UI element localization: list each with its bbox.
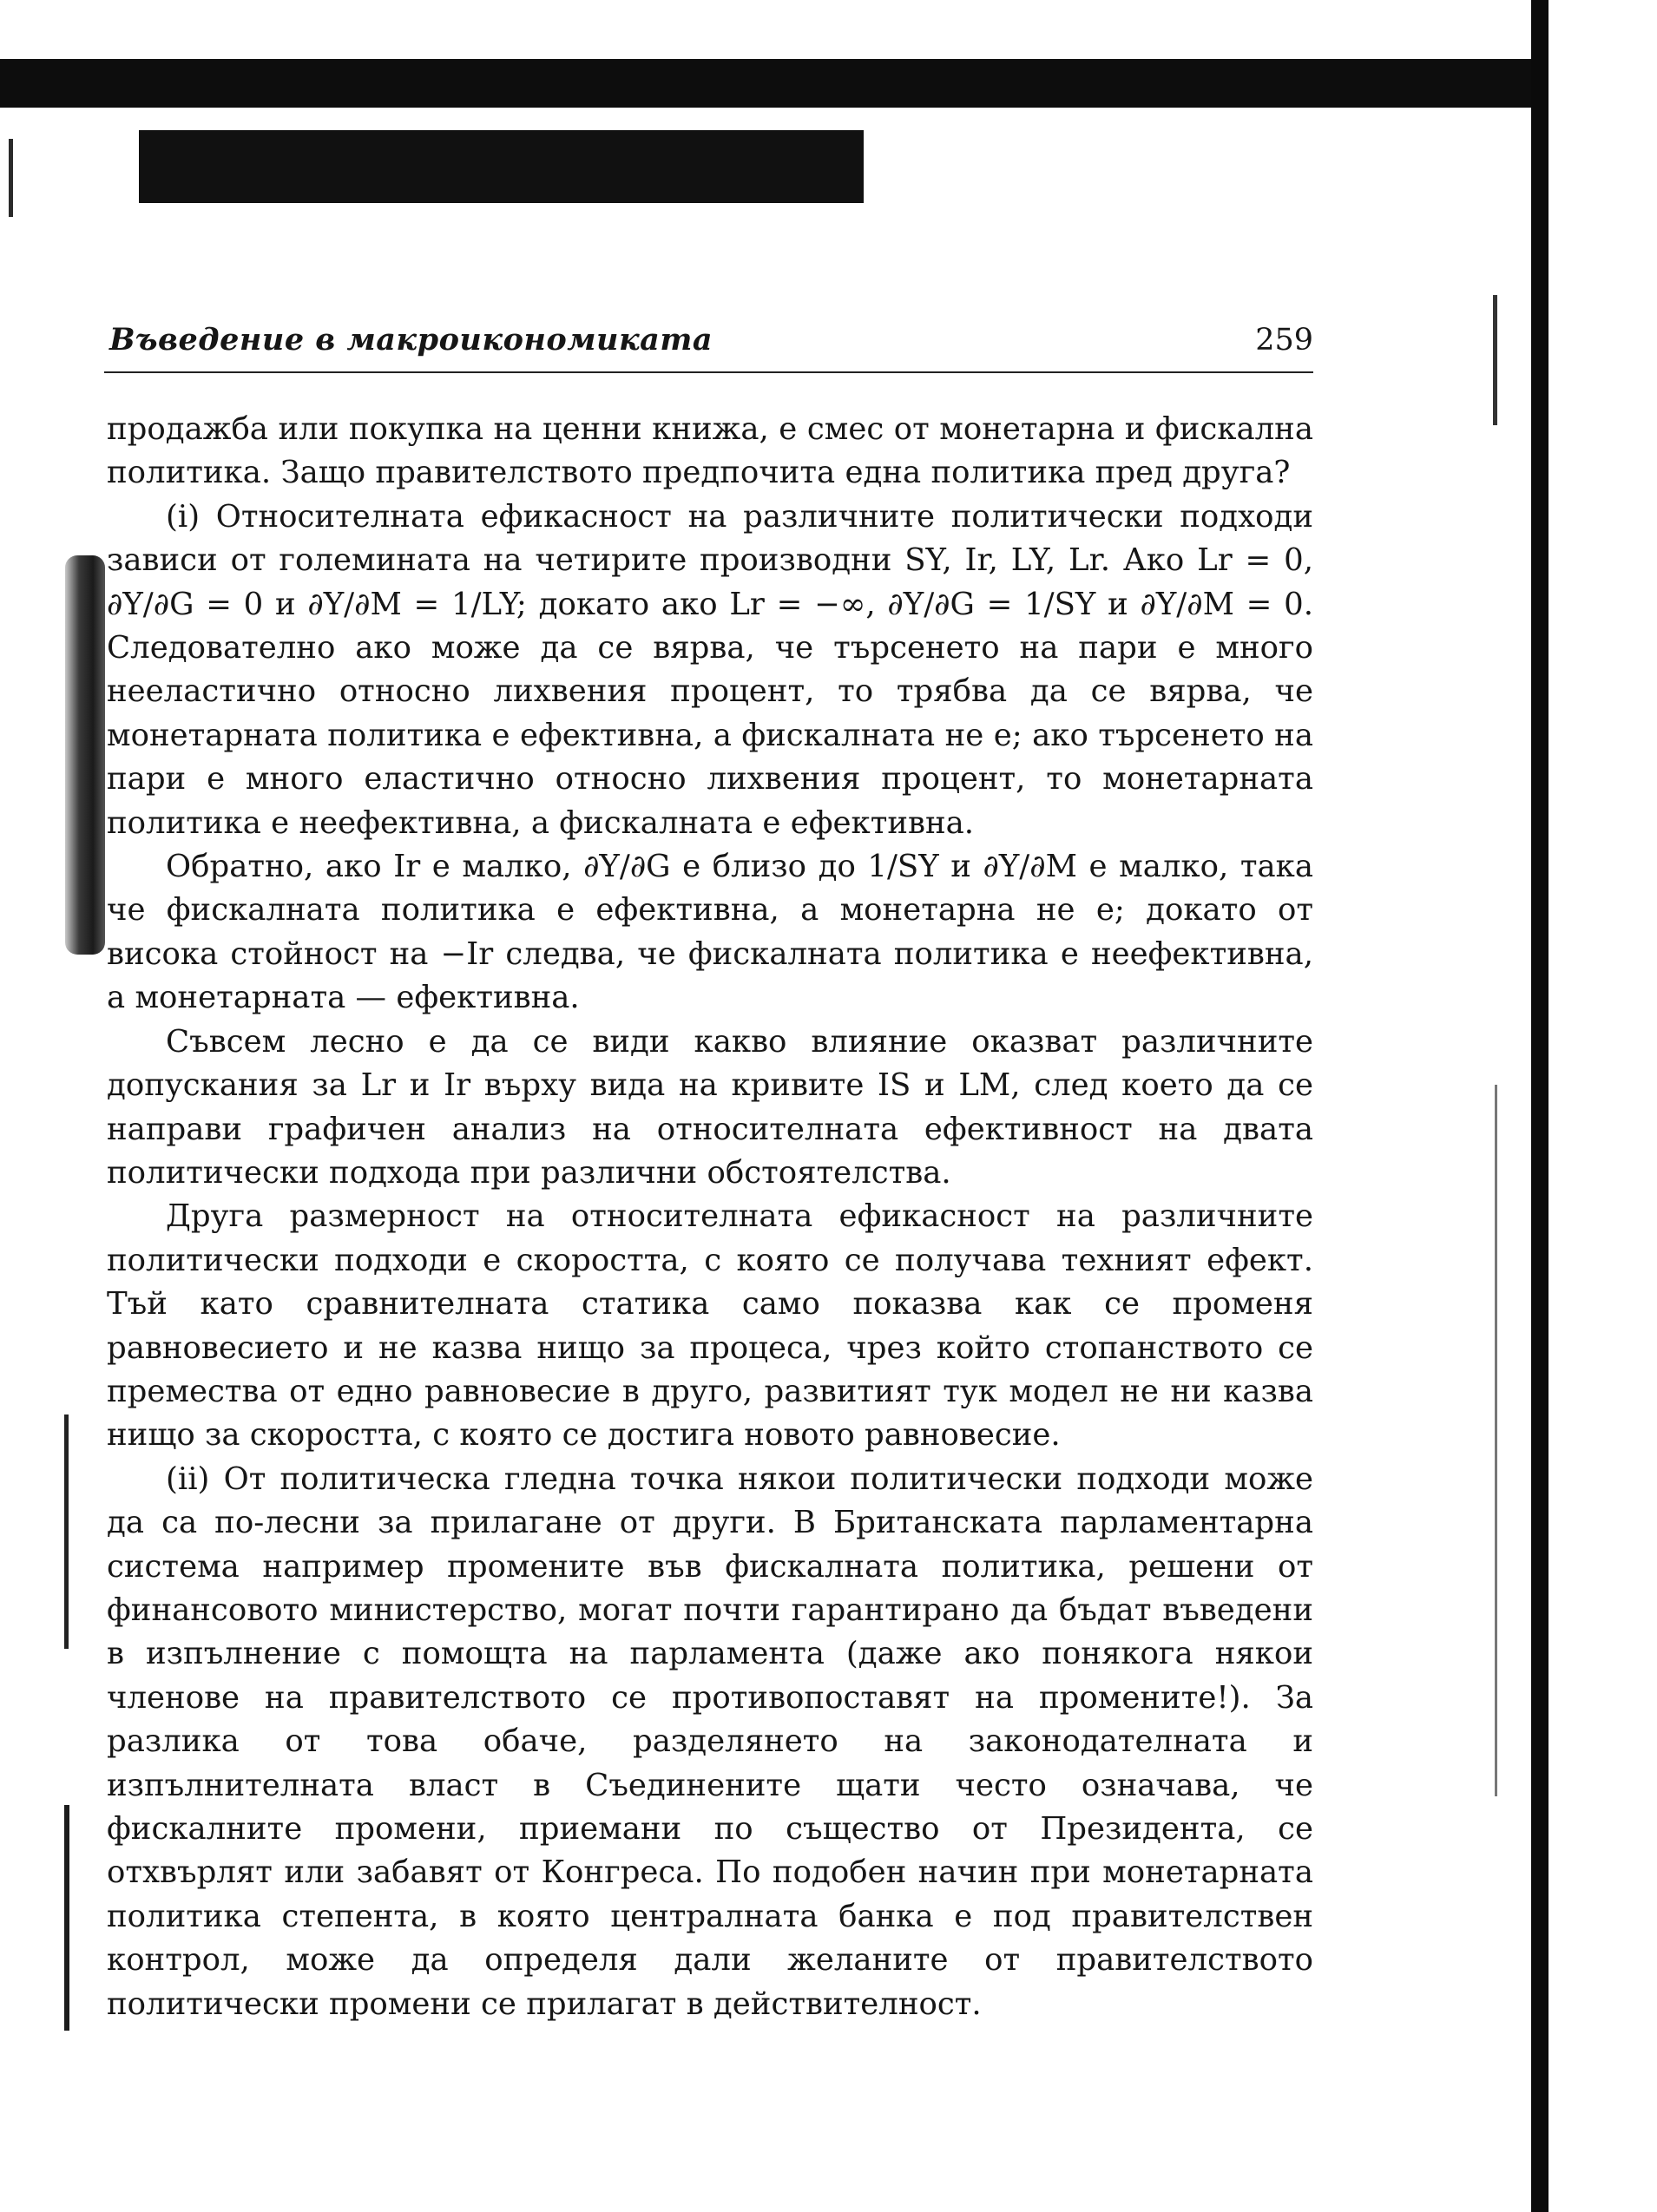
scan-artifact-redaction-bar (139, 130, 864, 203)
page-number: 259 (1255, 323, 1313, 358)
header-title: Въведение в макроикономиката (109, 322, 713, 358)
paragraph: Съвсем лесно е да се види какво влияние оказват различните допускания за Lr и Ir върху вида на кривите IS и LM, след което да се направи графичен анализ на относителната ефективност на двата политически подхода при различни обстоятелства. (107, 1023, 1313, 1191)
body-text (107, 408, 1313, 2026)
scan-artifact-left-spine (65, 555, 105, 955)
paragraph: (i) Относителната ефикасност на различните политически подходи зависи от големината на четирите производни SY, Ir, LY, Lr. Ако Lr = 0, ∂Y/∂G = 0 и ∂Y/∂M = 1/LY; докато ако Lr = −∞, ∂Y/∂G = 1/SY и ∂Y/∂M = 0. Следователно ако може да се вярва, че търсенето на пари е много нееластично относно лихвения процент, то трябва да се вярва, че монетарната политика е ефективна, а фискалната не е; ако търсенето на пари е много еластично относно лихвения процент, то монетарната политика е неефективна, а фискалната е ефективна. (107, 498, 1313, 841)
scan-artifact-left-line (64, 1805, 69, 2031)
scan-artifact-right-line (1495, 1085, 1497, 1796)
paragraph: (ii) От политическа гледна точка някои политически подходи може да са по-лесни за прилагане от други. В Британската парламентарна система например промените във фискалната политика, решени от финансовото министерство, могат почти гарантирано да бъдат въведени в изпълнение с помощта на парламента (даже ако понякога някои членове на правителството се противопоставят на промените!). За разлика от това обаче, разделянето на законодателната и изпълнителната власт в Съединените щати често означава, че фискалните промени, приемани по същество от Президента, се отхвърлят или забавят от Конгреса. По подобен начин при монетарната политика степента, в която централната банка е под правителствен контрол, може да определя дали желаните от правителството политически промени се прилагат в действителност. (107, 1460, 1313, 2022)
scan-artifact-top-bar (0, 59, 1536, 108)
scan-artifact-left-line (64, 1414, 69, 1649)
running-header (104, 321, 1313, 373)
paragraph: Обратно, ако Ir е малко, ∂Y/∂G е близо до 1/SY и ∂Y/∂M е малко, така че фискалната политика е ефективна, а монетарна не е; докато от висока стойност на −Ir следва, че фискалната политика е неефективна, а монетарната — ефективна. (107, 849, 1313, 1016)
scan-artifact-right-edge (1531, 0, 1549, 2212)
paragraph: Друга размерност на относителната ефикасност на различните политически подходи е скоростта, с която се получава техният ефект. Тъй като сравнителната статика само показва как се променя равновесието и не казва нищо за процеса, чрез който стопанството се премества от едно равновесие в друго, развитият тук модел не ни казва нищо за скоростта, с която се достига новото равновесие. (107, 1198, 1313, 1454)
paragraph: продажба или покупка на ценни книжа, е смес от монетарна и фискална политика. Защо правителството предпочита една политика пред друга? (107, 411, 1313, 491)
scan-artifact-right-line (1493, 295, 1497, 425)
scan-artifact-left-mark (9, 139, 13, 217)
